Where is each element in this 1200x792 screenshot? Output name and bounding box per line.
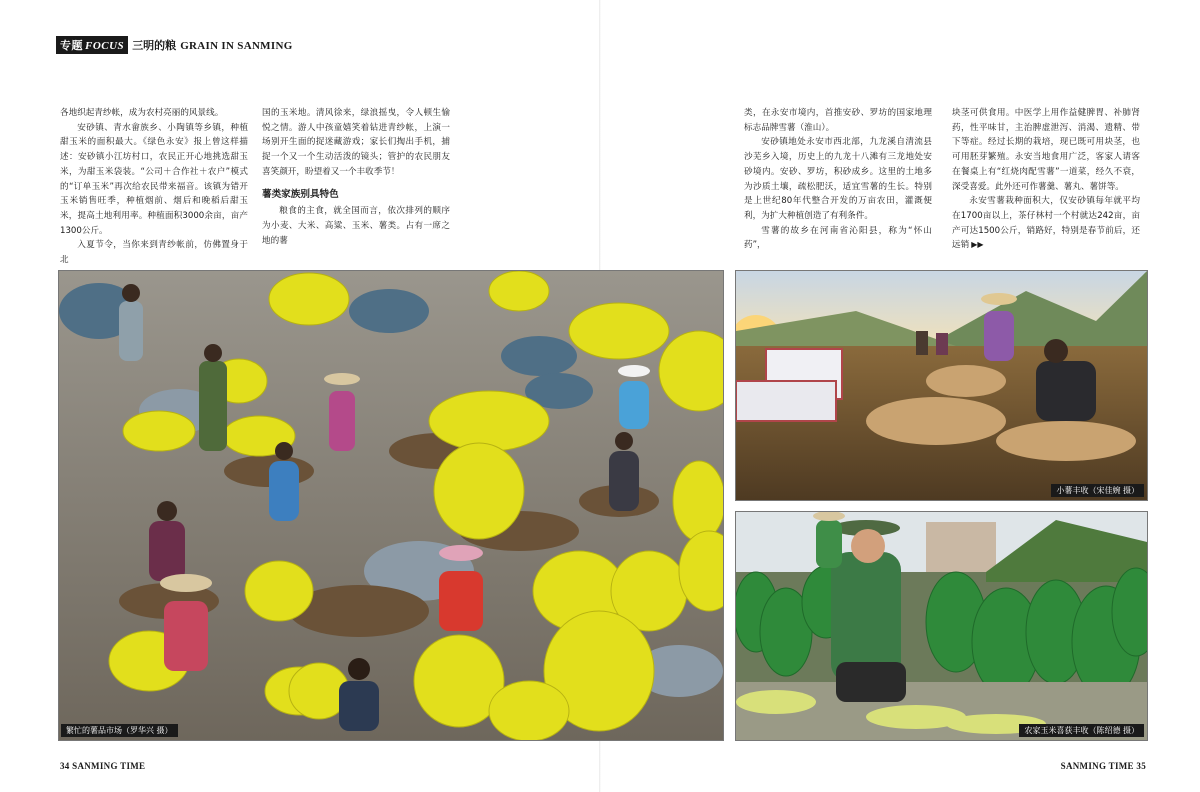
photo-yam-market [58, 270, 724, 741]
text-column-1 [60, 106, 248, 268]
topic-title-en: GRAIN IN SANMING [180, 40, 293, 52]
section-tag-en: FOCUS [85, 40, 125, 52]
paragraph: 安砂镇、青水畲族乡、小陶镇等乡镇，种植甜玉米的面积最大。《绿色永安》报上曾这样描述：安砂镇小江坊村口，农民正开心地挑选甜玉米，为甜玉米袋装。“公司＋合作社＋农户”模式的“订单玉米”再次给农民带来福音。该镇为错开玉米销售旺季，种植烟前、烟后和晚稻后甜玉米，提高土地利用率。种植面积3000余亩，亩产1300公斤。 [60, 122, 248, 236]
photo-caption-bottom-right: 农家玉米喜获丰收（陈绍德 摄） [1019, 724, 1144, 737]
paragraph: 入夏节令，当你来到青纱帐前，仿佛置身于北 [60, 240, 248, 266]
photo-yam-market-image [59, 271, 723, 740]
topic-title-zh: 三明的粮 [132, 39, 177, 52]
continue-arrow-icon: ▶▶ [971, 240, 984, 250]
photo-caption-top-right: 小薯丰收（宋佳婉 摄） [1051, 484, 1144, 497]
photo-corn-harvest [735, 511, 1148, 741]
text-column-2 [262, 106, 450, 248]
section-tag [56, 36, 128, 54]
text-column-4 [952, 106, 1140, 253]
photo-yam-harvest [735, 270, 1148, 501]
folio-left: 34 SANMING TIME [60, 761, 146, 771]
topic-title [132, 37, 292, 53]
section-tag-zh: 专题 [60, 39, 83, 52]
folio-right: SANMING TIME 35 [1060, 761, 1146, 771]
paragraph: 安砂镇地处永安市西北部，九龙溪自清流县沙芜乡入境，历史上的九龙十八滩有三龙地处安砂境内。安砂、罗坊，积砂成乡。这里的土地多为沙质土壤，疏松肥沃，适宜雪薯的生长。特别是上世纪80年代整合开发的万亩农田，灌溉便利，为扩大种植创造了有利条件。 [744, 137, 932, 221]
paragraph: 类，在永安市境内，首推安砂、罗坊的国家地理标志品牌雪薯（淮山）。 [744, 108, 932, 133]
text-column-3 [744, 106, 932, 253]
section-heading: 薯类家族别具特色 [262, 188, 339, 200]
photo-yam-harvest-image [736, 271, 1147, 500]
photo-corn-harvest-image [736, 512, 1147, 740]
paragraph: 各地织起青纱帐，成为农村亮丽的风景线。 [60, 108, 224, 118]
paragraph [952, 194, 1140, 253]
section-header [56, 38, 293, 52]
paragraph: 国的玉米地。清风徐来，绿浪摇曳，令人顿生愉悦之情。游人中孩童嬉笑着钻进青纱帐，上演一场别开生面的捉迷藏游戏；家长们掏出手机，捕捉一个又一个生动活泼的镜头；管护的农民朋友喜笑颜开，盼望着又一个丰收季节！ [262, 108, 450, 177]
paragraph: 雪薯的故乡在河南省沁阳县，称为“怀山药”， [744, 225, 932, 251]
photo-caption-main: 繁忙的薯品市场（罗华兴 摄） [61, 724, 178, 737]
paragraph: 粮食的主食，就全国而言，依次排列的顺序为小麦、大米、高粱、玉米、薯类。占有一席之地的薯 [262, 206, 450, 246]
paragraph: 块茎可供食用。中医学上用作益健脾胃、补肺肾药，性平味甘，主治脾虚泄泻、消渴、遗精、带下等症。经过长期的栽培，现已既可用块茎，也可用胚芽繁殖。永安当地食用广泛，客家人请客在餐桌上有“红烧肉配雪薯”一道菜，经久不衰，深受喜爱。此外还可作薯羹、薯丸、薯饼等。 [952, 108, 1140, 192]
paragraph-text: 永安雪薯栽种面积大，仅安砂镇每年就平均在1700亩以上，茶仔林村一个村就达242亩，亩产可达1500公斤，销路好，特别是春节前后，还远销 [952, 196, 1140, 251]
